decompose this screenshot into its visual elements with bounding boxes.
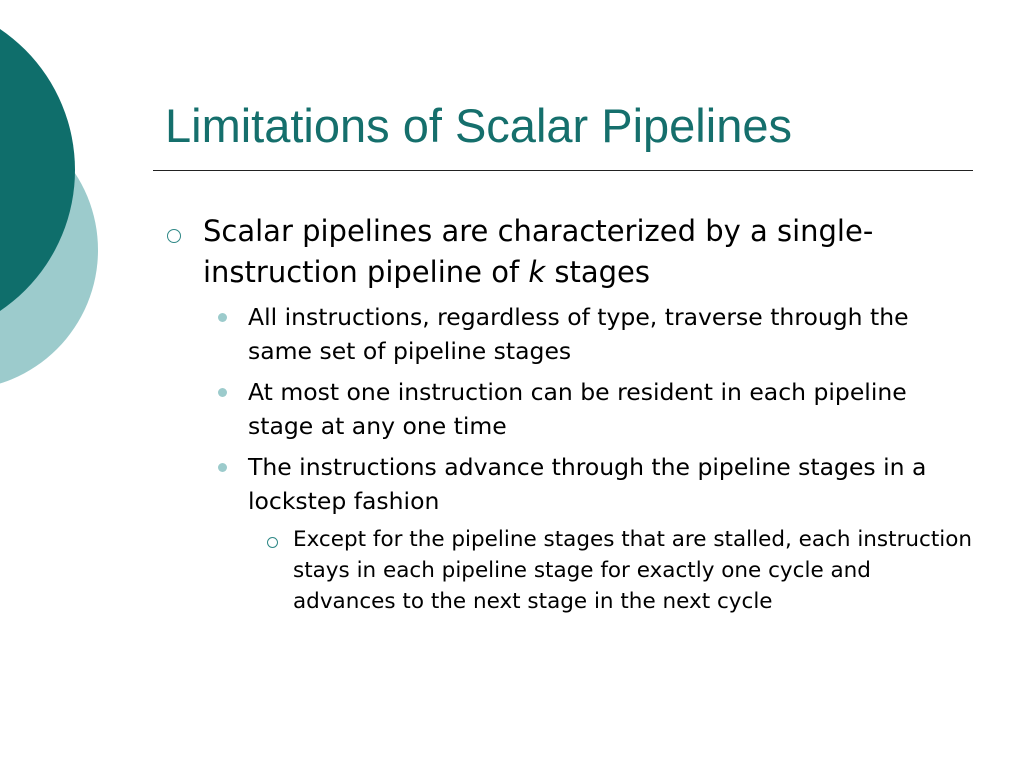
bullet-level-2: All instructions, regardless of type, traverse through the same set of pipeline stages xyxy=(248,303,909,365)
bullet-variable: k xyxy=(528,255,546,289)
bullet-level-2: At most one instruction can be resident in each pipeline stage at any one time xyxy=(248,378,907,440)
dot-bullet-icon xyxy=(218,388,227,397)
slide-title: Limitations of Scalar Pipelines xyxy=(165,99,792,152)
bullet-level-3: Except for the pipeline stages that are stalled, each instruction stays in each pipeline stage for exactly one cycle and advances to the next stage in the next cycle xyxy=(293,527,973,614)
bullet-level-1 xyxy=(203,211,943,293)
bullet-text: Scalar pipelines are characterized by a single-instruction pipeline of xyxy=(203,214,874,289)
hollow-circle-bullet-icon xyxy=(267,537,278,548)
dot-bullet-icon xyxy=(218,463,227,472)
bullet-level-2: The instructions advance through the pipeline stages in a lockstep fashion xyxy=(248,453,927,515)
dot-bullet-icon xyxy=(218,313,227,322)
bullet-text-end: stages xyxy=(545,255,650,289)
hollow-circle-bullet-icon xyxy=(167,229,181,243)
